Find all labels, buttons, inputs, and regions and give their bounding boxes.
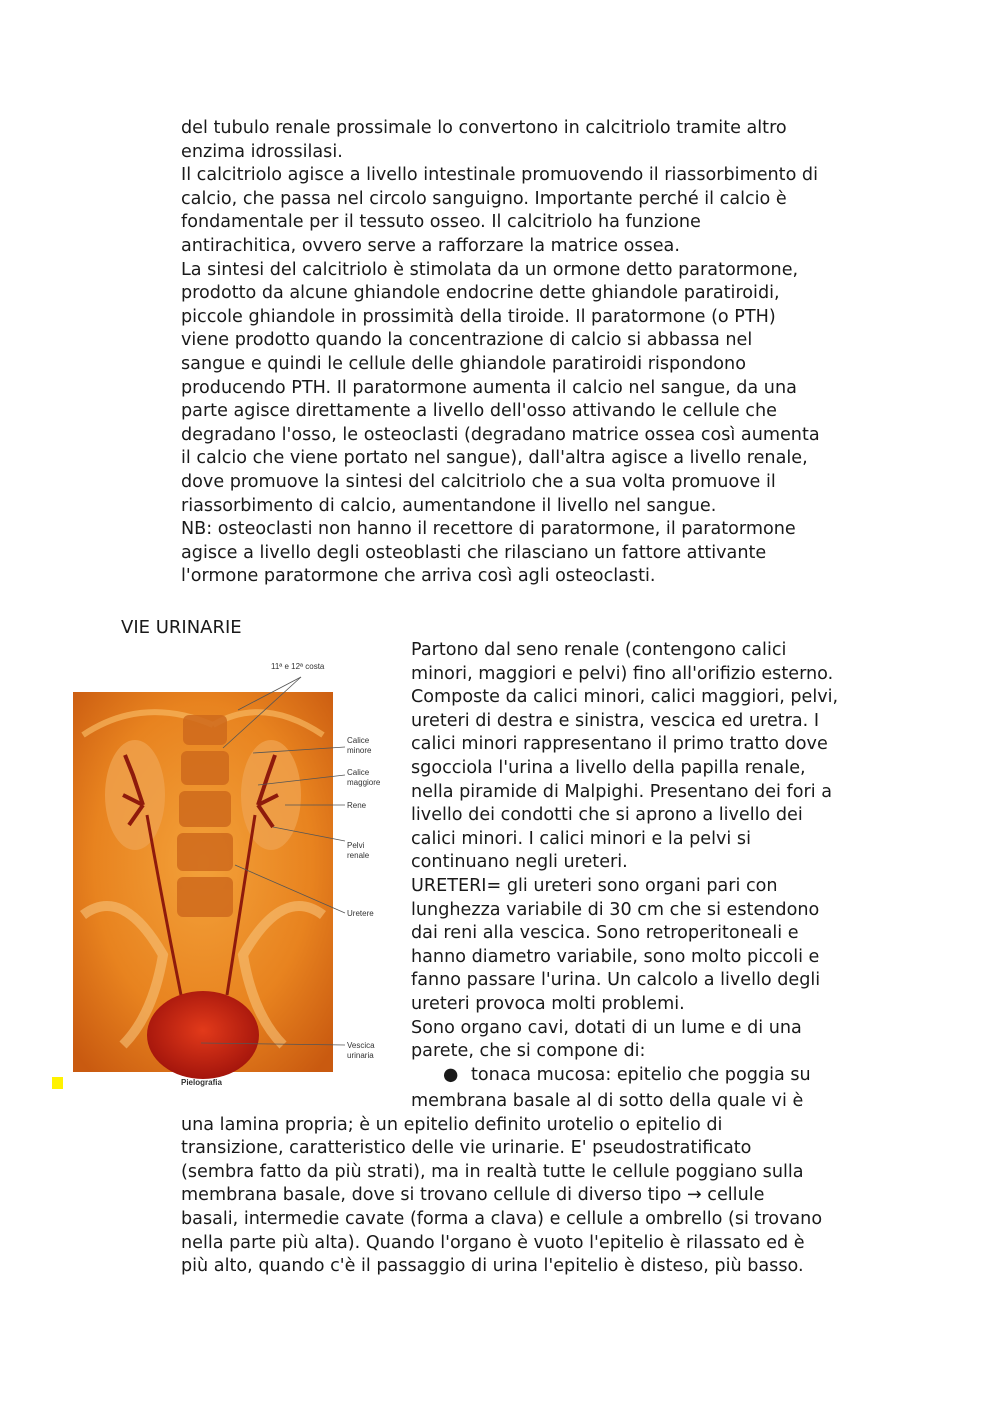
section-heading: VIE URINARIE	[121, 617, 242, 638]
figure-label-vescica-1: Vescica	[347, 1041, 375, 1050]
text-line: membrana basale, dove si trovano cellule di diverso tipo → cellule	[181, 1185, 765, 1206]
pyelography-figure	[63, 655, 393, 1090]
figure-label-calice-maggiore-2: maggiore	[347, 778, 381, 787]
figure-label-pelvi-1: Pelvi	[347, 841, 365, 850]
figure-label-calice-maggiore-1: Calice	[347, 768, 370, 777]
pyelography-image	[63, 655, 393, 1090]
text-line: hanno diametro variabile, sono molto piccoli e	[411, 946, 820, 967]
text-line: viene prodotto quando la concentrazione di calcio si abbassa nel	[181, 330, 753, 351]
text-line: nella parte più alta). Quando l'organo è vuoto l'epitelio è rilassato ed è	[181, 1232, 805, 1253]
text-line: Partono dal seno renale (contengono calici	[411, 640, 787, 660]
text-line: antirachitica, ovvero serve a rafforzare la matrice ossea.	[181, 235, 680, 256]
bullet-item	[411, 1064, 838, 1088]
text-line: producendo PTH. Il paratormone aumenta il calcio nel sangue, da una	[181, 377, 797, 398]
bottom-paragraph	[181, 1090, 822, 1279]
text-line: Composte da calici minori, calici maggiori, pelvi,	[411, 687, 839, 708]
highlight-marker	[52, 1077, 63, 1089]
text-line: riassorbimento di calcio, aumentandone il livello nel sangue.	[181, 495, 717, 516]
text-line: ureteri di destra e sinistra, vescica ed uretra. I	[411, 710, 820, 731]
text-line: il calcio che viene portato nel sangue), dall'altra agisce a livello renale,	[181, 448, 808, 469]
text-line: l'ormone paratormone che arriva così agli osteoclasti.	[181, 566, 656, 587]
text-line: NB: osteoclasti non hanno il recettore di paratormone, il paratormone	[181, 519, 796, 540]
text-line: Il calcitriolo agisce a livello intestinale promuovendo il riassorbimento di	[181, 165, 818, 186]
text-line: parete, che si compone di:	[411, 1041, 646, 1062]
text-line: basali, intermedie cavate (forma a clava) e cellule a ombrello (si trovano	[181, 1208, 823, 1229]
text-line: continuano negli ureteri.	[411, 852, 628, 873]
figure-label-rene: Rene	[347, 801, 367, 810]
text-line: transizione, caratteristico delle vie urinarie. E' pseudostratificato	[181, 1138, 752, 1159]
top-paragraph	[181, 117, 881, 589]
text-line: fanno passare l'urina. Un calcolo a livello degli	[411, 970, 821, 991]
text-line: La sintesi del calcitriolo è stimolata da un ormone detto paratormone,	[181, 259, 799, 280]
text-line: lunghezza variabile di 30 cm che si estendono	[411, 899, 820, 920]
text-line: nella piramide di Malpighi. Presentano dei fori a	[411, 781, 832, 802]
text-line: URETERI= gli ureteri sono organi pari con	[411, 875, 778, 896]
text-line: Sono organo cavi, dotati di un lume e di una	[411, 1017, 802, 1038]
text-line: ureteri provoca molti problemi.	[411, 993, 685, 1014]
text-line: calici minori. I calici minori e la pelvi si	[411, 828, 751, 849]
bullet-dot-icon: ●	[443, 1064, 459, 1085]
text-line: livello dei condotti che si aprono a livello dei	[411, 805, 803, 826]
text-line: calcio, che passa nel circolo sanguigno. Importante perché il calcio è	[181, 188, 787, 209]
figure-caption: Pielografia	[181, 1078, 222, 1087]
text-line: del tubulo renale prossimale lo convertono in calcitriolo tramite altro	[181, 118, 787, 138]
bullet-continuation-line: membrana basale al di sotto della quale vi è	[411, 1091, 804, 1111]
text-line: dove promuove la sintesi del calcitriolo che a sua volta promuove il	[181, 471, 776, 492]
right-column-paragraph	[411, 639, 838, 1087]
text-line: enzima idrossilasi.	[181, 141, 343, 162]
text-line: dai reni alla vescica. Sono retroperitoneali e	[411, 923, 799, 944]
figure-label-uretere: Uretere	[347, 909, 374, 918]
figure-label-vescica-2: urinaria	[347, 1051, 374, 1060]
text-line: minori, maggiori e pelvi) fino all'orifizio esterno.	[411, 663, 834, 684]
text-line: piccole ghiandole in prossimità della tiroide. Il paratormone (o PTH)	[181, 306, 776, 327]
text-line: agisce a livello degli osteoblasti che rilasciano un fattore attivante	[181, 542, 767, 563]
text-line: una lamina propria; è un epitelio definito urotelio o epitelio di	[181, 1114, 723, 1135]
text-line: sgocciola l'urina a livello della papilla renale,	[411, 757, 806, 778]
text-line: calici minori rappresentano il primo tratto dove	[411, 734, 828, 755]
figure-label-pelvi-2: renale	[347, 851, 370, 860]
figure-label-calice-minore-2: minore	[347, 746, 372, 755]
text-line: fondamentale per il tessuto osseo. Il calcitriolo ha funzione	[181, 212, 701, 233]
text-line: degradano l'osso, le osteoclasti (degradano matrice ossea così aumenta	[181, 424, 820, 445]
text-line: sangue e quindi le cellule delle ghiandole paratiroidi rispondono	[181, 353, 746, 374]
text-line: più alto, quando c'è il passaggio di urina l'epitelio è disteso, più basso.	[181, 1256, 804, 1277]
text-line: (sembra fatto da più strati), ma in realtà tutte le cellule poggiano sulla	[181, 1161, 804, 1182]
figure-label-calice-minore-1: Calice	[347, 736, 370, 745]
text-line: parte agisce direttamente a livello dell'osso attivando le cellule che	[181, 401, 777, 422]
bullet-first-line: tonaca mucosa: epitelio che poggia su	[471, 1064, 811, 1085]
text-line: prodotto da alcune ghiandole endocrine dette ghiandole paratiroidi,	[181, 283, 780, 304]
figure-top-label: 11ª e 12ª costa	[271, 662, 325, 671]
